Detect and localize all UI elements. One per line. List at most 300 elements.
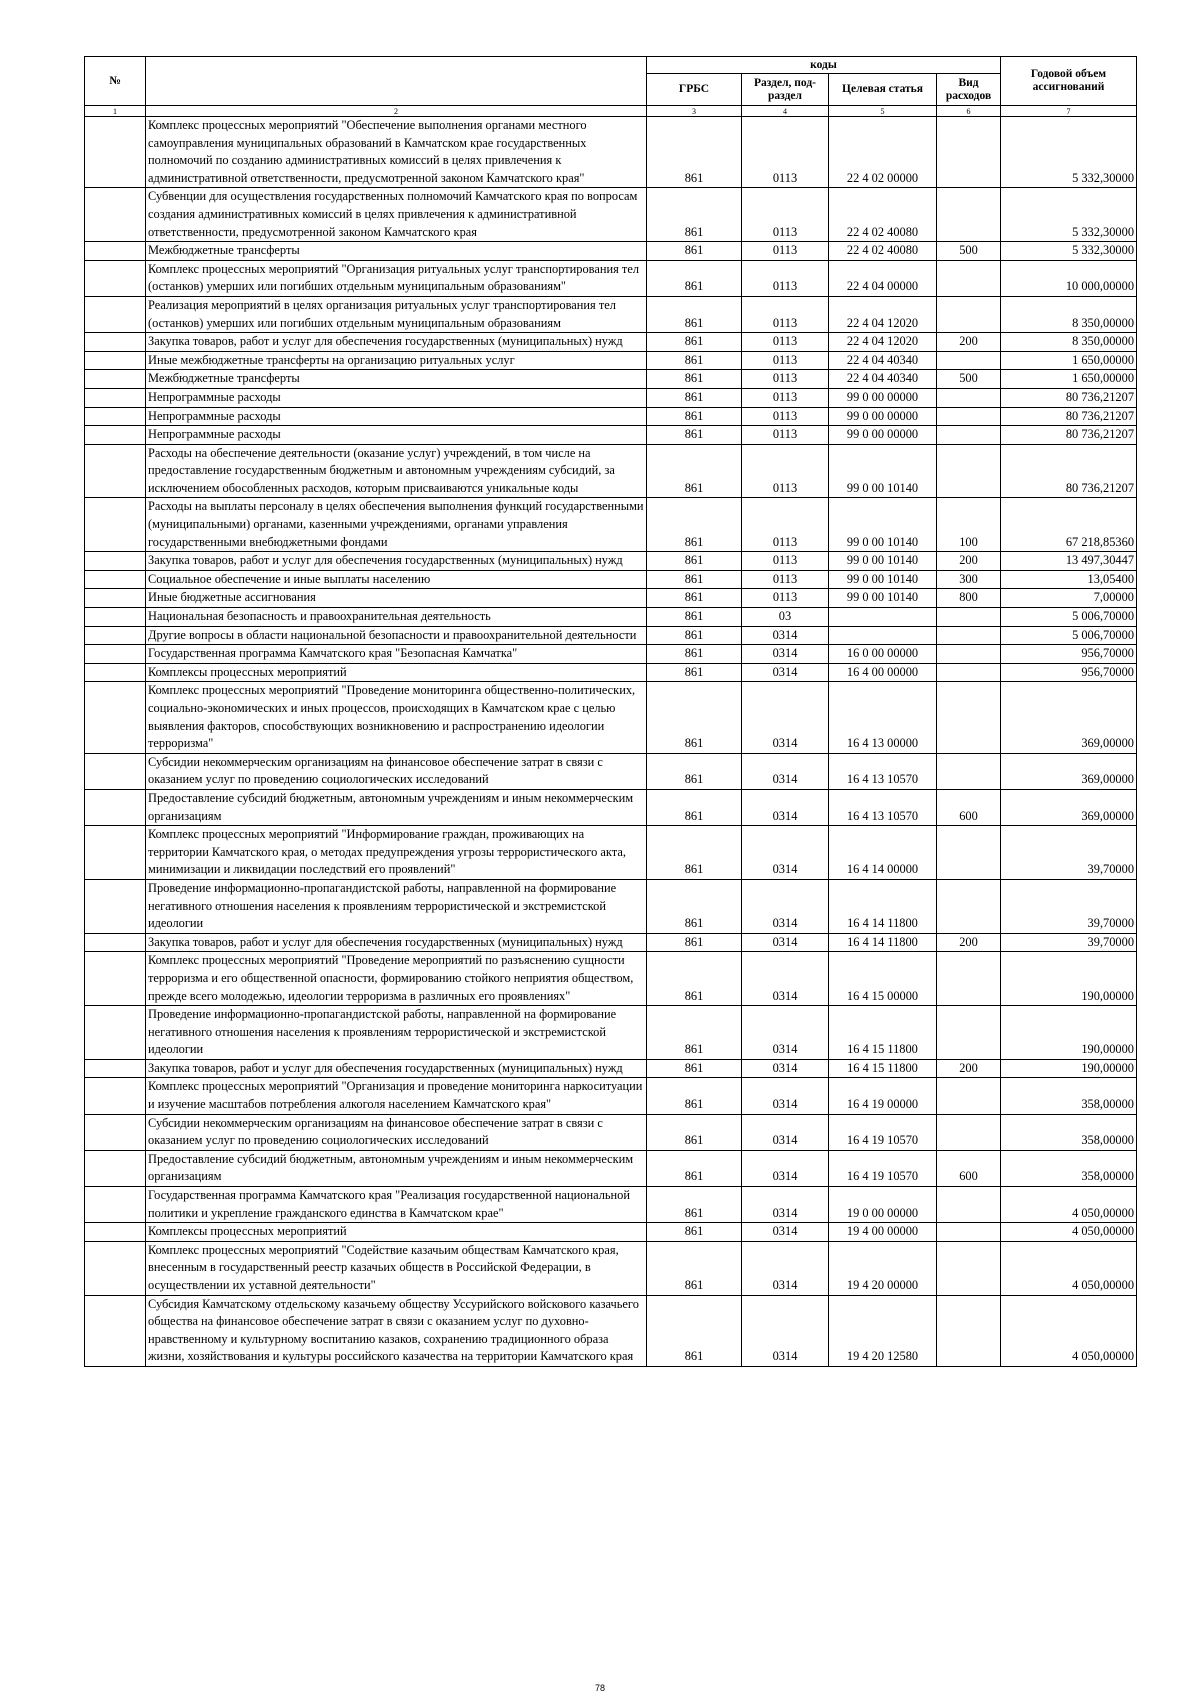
grbs-cell: 861 [647,370,742,389]
row-number-cell [85,570,146,589]
row-number-cell [85,1150,146,1186]
target-article-cell: 22 4 02 40080 [829,242,937,261]
target-article-cell: 99 0 00 10140 [829,552,937,571]
amount-cell: 358,00000 [1001,1150,1137,1186]
item-name-cell: Комплексы процессных мероприятий [146,1223,647,1242]
razdel-cell: 0113 [742,589,829,608]
col-number: 6 [937,106,1001,117]
grbs-cell: 861 [647,188,742,242]
amount-cell: 369,00000 [1001,789,1137,825]
razdel-cell: 0113 [742,370,829,389]
target-article-cell: 22 4 02 00000 [829,117,937,188]
row-number-cell [85,645,146,664]
grbs-cell: 861 [647,296,742,332]
table-row [85,117,1137,188]
item-name-cell: Закупка товаров, работ и услуг для обеспечения государственных (муниципальных) нужд [146,552,647,571]
amount-cell: 5 332,30000 [1001,188,1137,242]
expense-type-cell: 200 [937,552,1001,571]
row-number-cell [85,296,146,332]
item-name-cell: Межбюджетные трансферты [146,370,647,389]
amount-cell: 10 000,00000 [1001,260,1137,296]
header-grbs: ГРБС [647,74,742,106]
col-number: 7 [1001,106,1137,117]
amount-cell: 190,00000 [1001,1006,1137,1060]
razdel-cell: 0314 [742,663,829,682]
grbs-cell: 861 [647,426,742,445]
expense-type-cell [937,1078,1001,1114]
table-row [85,426,1137,445]
expense-type-cell [937,1114,1001,1150]
amount-cell: 369,00000 [1001,753,1137,789]
table-row [85,1150,1137,1186]
expense-type-cell [937,388,1001,407]
razdel-cell: 0113 [742,498,829,552]
table-row [85,753,1137,789]
razdel-cell: 0113 [742,333,829,352]
row-number-cell [85,1295,146,1366]
razdel-cell: 0314 [742,1078,829,1114]
expense-type-cell [937,117,1001,188]
item-name-cell: Субсидия Камчатскому отдельскому казачьему обществу Уссурийского войскового казачьего общества на финансовое обеспечение затрат в связи с оказанием услуг по духовно-нравственному и культурному воспитанию казаков, сохранению традиционного образа жизни, хозяйствования и культуры российского казачества на территории Камчатского края [146,1295,647,1366]
razdel-cell: 0314 [742,933,829,952]
table-row [85,608,1137,627]
amount-cell: 8 350,00000 [1001,333,1137,352]
table-row [85,626,1137,645]
razdel-cell: 0113 [742,296,829,332]
amount-cell: 4 050,00000 [1001,1241,1137,1295]
page-number: 78 [594,1683,605,1693]
table-row [85,952,1137,1006]
table-row [85,789,1137,825]
razdel-cell: 0314 [742,626,829,645]
item-name-cell: Комплекс процессных мероприятий "Информирование граждан, проживающих на территории Камчатского края, о методах предупреждения угрозы террористического акта, минимизации и ликвидации последствий его проявлений" [146,826,647,880]
grbs-cell: 861 [647,388,742,407]
grbs-cell: 861 [647,608,742,627]
row-number-cell [85,1006,146,1060]
target-article-cell: 99 0 00 10140 [829,498,937,552]
target-article-cell: 99 0 00 00000 [829,426,937,445]
header-codes: коды [647,57,1001,74]
expense-type-cell [937,682,1001,753]
grbs-cell: 861 [647,1006,742,1060]
table-row [85,188,1137,242]
razdel-cell: 0314 [742,682,829,753]
expense-type-cell: 100 [937,498,1001,552]
col-number: 2 [146,106,647,117]
table-row [85,388,1137,407]
row-number-cell [85,552,146,571]
item-name-cell: Комплекс процессных мероприятий "Организация ритуальных услуг транспортирования тел (останков) умерших или погибших отдельным муниципальным образованиям" [146,260,647,296]
col-number: 1 [85,106,146,117]
table-row [85,370,1137,389]
item-name-cell: Закупка товаров, работ и услуг для обеспечения государственных (муниципальных) нужд [146,333,647,352]
grbs-cell: 861 [647,682,742,753]
row-number-cell [85,1187,146,1223]
grbs-cell: 861 [647,333,742,352]
row-number-cell [85,626,146,645]
header-row-1 [85,57,1137,74]
expense-type-cell: 200 [937,1059,1001,1078]
grbs-cell: 861 [647,789,742,825]
target-article-cell: 19 4 00 00000 [829,1223,937,1242]
row-number-cell [85,1223,146,1242]
amount-cell: 358,00000 [1001,1078,1137,1114]
expense-type-cell: 200 [937,333,1001,352]
row-number-cell [85,663,146,682]
grbs-cell: 861 [647,552,742,571]
col-number: 3 [647,106,742,117]
row-number-cell [85,407,146,426]
item-name-cell: Национальная безопасность и правоохранительная деятельность [146,608,647,627]
table-row [85,570,1137,589]
target-article-cell: 16 4 14 11800 [829,933,937,952]
table-row [85,826,1137,880]
target-article-cell: 16 4 15 00000 [829,952,937,1006]
row-number-cell [85,498,146,552]
expense-type-cell [937,626,1001,645]
item-name-cell: Государственная программа Камчатского края "Безопасная Камчатка" [146,645,647,664]
expense-type-cell [937,952,1001,1006]
amount-cell: 5 332,30000 [1001,242,1137,261]
amount-cell: 1 650,00000 [1001,351,1137,370]
target-article-cell: 16 4 13 00000 [829,682,937,753]
table-row [85,1006,1137,1060]
header-no: № [85,57,146,106]
target-article-cell: 22 4 04 40340 [829,370,937,389]
expense-type-cell: 300 [937,570,1001,589]
razdel-cell: 0113 [742,552,829,571]
table-body [85,117,1137,1367]
amount-cell: 13 497,30447 [1001,552,1137,571]
expense-type-cell [937,444,1001,498]
expense-type-cell [937,608,1001,627]
item-name-cell: Расходы на обеспечение деятельности (оказание услуг) учреждений, в том числе на предоставление государственным бюджетным и автономным учреждениям субсидий, за исключением обособленных расходов, которым присваиваются уникальные коды [146,444,647,498]
amount-cell: 8 350,00000 [1001,296,1137,332]
amount-cell: 67 218,85360 [1001,498,1137,552]
amount-cell: 4 050,00000 [1001,1295,1137,1366]
row-number-cell [85,444,146,498]
table-row [85,663,1137,682]
row-number-cell [85,753,146,789]
row-number-cell [85,188,146,242]
amount-cell: 4 050,00000 [1001,1187,1137,1223]
target-article-cell: 22 4 04 12020 [829,296,937,332]
table-row [85,1114,1137,1150]
amount-cell: 190,00000 [1001,1059,1137,1078]
razdel-cell: 0314 [742,952,829,1006]
razdel-cell: 0314 [742,1114,829,1150]
row-number-cell [85,426,146,445]
item-name-cell: Предоставление субсидий бюджетным, автономным учреждениям и иным некоммерческим организациям [146,789,647,825]
header-sum: Годовой объем ассигнований [1001,57,1137,106]
item-name-cell: Социальное обеспечение и иные выплаты населению [146,570,647,589]
target-article-cell: 22 4 04 12020 [829,333,937,352]
item-name-cell: Закупка товаров, работ и услуг для обеспечения государственных (муниципальных) нужд [146,1059,647,1078]
row-number-cell [85,1059,146,1078]
target-article-cell [829,626,937,645]
grbs-cell: 861 [647,351,742,370]
target-article-cell: 99 0 00 10140 [829,589,937,608]
razdel-cell: 0314 [742,1295,829,1366]
razdel-cell: 0113 [742,426,829,445]
target-article-cell: 16 4 19 10570 [829,1150,937,1186]
expense-type-cell: 500 [937,370,1001,389]
item-name-cell: Расходы на выплаты персоналу в целях обеспечения выполнения функций государственными (муниципальными) органами, казенными учреждениями, органами управления государственными внебюджетными фондами [146,498,647,552]
amount-cell: 80 736,21207 [1001,444,1137,498]
target-article-cell: 19 4 20 12580 [829,1295,937,1366]
table-row [85,1223,1137,1242]
amount-cell: 7,00000 [1001,589,1137,608]
table-row [85,333,1137,352]
grbs-cell: 861 [647,242,742,261]
row-number-cell [85,388,146,407]
grbs-cell: 861 [647,1223,742,1242]
target-article-cell: 16 4 14 00000 [829,826,937,880]
razdel-cell: 03 [742,608,829,627]
amount-cell: 13,05400 [1001,570,1137,589]
row-number-cell [85,789,146,825]
amount-cell: 5 006,70000 [1001,608,1137,627]
razdel-cell: 0314 [742,645,829,664]
amount-cell: 956,70000 [1001,663,1137,682]
amount-cell: 190,00000 [1001,952,1137,1006]
grbs-cell: 861 [647,1241,742,1295]
col-number: 5 [829,106,937,117]
header-target: Целевая статья [829,74,937,106]
target-article-cell: 99 0 00 10140 [829,444,937,498]
table-row [85,1187,1137,1223]
item-name-cell: Субвенции для осуществления государственных полномочий Камчатского края по вопросам создания административных комиссий в целях привлечения к административной ответственности, предусмотренной законом Камчатского края [146,188,647,242]
header-name [146,57,647,106]
grbs-cell: 861 [647,933,742,952]
grbs-cell: 861 [647,498,742,552]
item-name-cell: Непрограммные расходы [146,426,647,445]
item-name-cell: Комплекс процессных мероприятий "Проведение мониторинга общественно-политических, социально-экономических и иных процессов, происходящих в Камчатском крае с целью выявления факторов, способствующих возникновению и распространению идеологии терроризма" [146,682,647,753]
grbs-cell: 861 [647,663,742,682]
table-row [85,260,1137,296]
item-name-cell: Непрограммные расходы [146,407,647,426]
expense-type-cell: 500 [937,242,1001,261]
item-name-cell: Иные бюджетные ассигнования [146,589,647,608]
item-name-cell: Комплекс процессных мероприятий "Организация и проведение мониторинга наркоситуации и изучение масштабов потребления алкоголя населением Камчатского края" [146,1078,647,1114]
amount-cell: 80 736,21207 [1001,407,1137,426]
razdel-cell: 0314 [742,1150,829,1186]
table-row [85,351,1137,370]
table-row [85,645,1137,664]
item-name-cell: Субсидии некоммерческим организациям на финансовое обеспечение затрат в связи с оказанием услуг по проведению социологических исследований [146,753,647,789]
expense-type-cell [937,1006,1001,1060]
expense-type-cell [937,1241,1001,1295]
row-number-cell [85,242,146,261]
table-row [85,444,1137,498]
razdel-cell: 0314 [742,826,829,880]
amount-cell: 5 006,70000 [1001,626,1137,645]
target-article-cell: 16 4 15 11800 [829,1059,937,1078]
row-number-cell [85,333,146,352]
table-row [85,933,1137,952]
grbs-cell: 861 [647,117,742,188]
target-article-cell: 16 4 19 00000 [829,1078,937,1114]
razdel-cell: 0314 [742,753,829,789]
expense-type-cell [937,1223,1001,1242]
expense-type-cell: 600 [937,789,1001,825]
item-name-cell: Предоставление субсидий бюджетным, автономным учреждениям и иным некоммерческим организациям [146,1150,647,1186]
amount-cell: 4 050,00000 [1001,1223,1137,1242]
amount-cell: 39,70000 [1001,826,1137,880]
item-name-cell: Комплекс процессных мероприятий "Проведение мероприятий по разъяснению сущности терроризма и его общественной опасности, формированию стойкого неприятия обществом, прежде всего молодежью, идеологии терроризма в различных его проявлениях" [146,952,647,1006]
expense-type-cell [937,1295,1001,1366]
grbs-cell: 861 [647,626,742,645]
expense-type-cell [937,260,1001,296]
row-number-cell [85,370,146,389]
budget-table-wrapper [84,56,1136,1367]
target-article-cell: 99 0 00 00000 [829,407,937,426]
row-number-cell [85,351,146,370]
razdel-cell: 0113 [742,242,829,261]
item-name-cell: Межбюджетные трансферты [146,242,647,261]
expense-type-cell [937,663,1001,682]
table-row [85,879,1137,933]
expense-type-cell: 200 [937,933,1001,952]
row-number-cell [85,260,146,296]
item-name-cell: Государственная программа Камчатского края "Реализация государственной национальной политики и укрепление гражданского единства в Камчатском крае" [146,1187,647,1223]
target-article-cell: 19 0 00 00000 [829,1187,937,1223]
table-row [85,498,1137,552]
razdel-cell: 0314 [742,1223,829,1242]
table-row [85,1059,1137,1078]
item-name-cell: Комплекс процессных мероприятий "Обеспечение выполнения органами местного самоуправления муниципальных образований в Камчатском крае государственных полномочий по созданию административных комиссий в целях привлечения к административной ответственности, предусмотренной законом Камчатского края" [146,117,647,188]
grbs-cell: 861 [647,1078,742,1114]
target-article-cell: 16 4 13 10570 [829,753,937,789]
amount-cell: 5 332,30000 [1001,117,1137,188]
amount-cell: 358,00000 [1001,1114,1137,1150]
target-article-cell: 16 4 15 11800 [829,1006,937,1060]
amount-cell: 80 736,21207 [1001,388,1137,407]
target-article-cell: 99 0 00 00000 [829,388,937,407]
table-row [85,1295,1137,1366]
expense-type-cell [937,1187,1001,1223]
grbs-cell: 861 [647,589,742,608]
grbs-cell: 861 [647,407,742,426]
amount-cell: 39,70000 [1001,933,1137,952]
table-row [85,682,1137,753]
row-number-cell [85,608,146,627]
grbs-cell: 861 [647,645,742,664]
row-number-cell [85,1114,146,1150]
row-number-cell [85,1078,146,1114]
grbs-cell: 861 [647,1295,742,1366]
row-number-cell [85,117,146,188]
budget-table [84,56,1137,1367]
row-number-cell [85,826,146,880]
razdel-cell: 0113 [742,260,829,296]
target-article-cell: 16 0 00 00000 [829,645,937,664]
grbs-cell: 861 [647,952,742,1006]
razdel-cell: 0113 [742,388,829,407]
table-row [85,552,1137,571]
row-number-cell [85,933,146,952]
table-row [85,1078,1137,1114]
table-row [85,296,1137,332]
razdel-cell: 0314 [742,1241,829,1295]
expense-type-cell [937,879,1001,933]
razdel-cell: 0314 [742,879,829,933]
grbs-cell: 861 [647,1114,742,1150]
target-article-cell: 22 4 04 40340 [829,351,937,370]
expense-type-cell [937,188,1001,242]
table-row [85,242,1137,261]
target-article-cell [829,608,937,627]
razdel-cell: 0314 [742,1059,829,1078]
item-name-cell: Комплексы процессных мероприятий [146,663,647,682]
item-name-cell: Иные межбюджетные трансферты на организацию ритуальных услуг [146,351,647,370]
amount-cell: 369,00000 [1001,682,1137,753]
item-name-cell: Субсидии некоммерческим организациям на финансовое обеспечение затрат в связи с оказанием услуг по проведению социологических исследований [146,1114,647,1150]
target-article-cell: 22 4 04 00000 [829,260,937,296]
expense-type-cell [937,645,1001,664]
row-number-cell [85,682,146,753]
grbs-cell: 861 [647,1187,742,1223]
amount-cell: 1 650,00000 [1001,370,1137,389]
amount-cell: 80 736,21207 [1001,426,1137,445]
item-name-cell: Закупка товаров, работ и услуг для обеспечения государственных (муниципальных) нужд [146,933,647,952]
amount-cell: 956,70000 [1001,645,1137,664]
row-number-cell [85,879,146,933]
razdel-cell: 0314 [742,1187,829,1223]
grbs-cell: 861 [647,879,742,933]
amount-cell: 39,70000 [1001,879,1137,933]
razdel-cell: 0113 [742,351,829,370]
item-name-cell: Проведение информационно-пропагандистской работы, направленной на формирование негативного отношения населения к проявлениям террористической и экстремистской идеологии [146,1006,647,1060]
expense-type-cell: 600 [937,1150,1001,1186]
table-row [85,1241,1137,1295]
item-name-cell: Другие вопросы в области национальной безопасности и правоохранительной деятельности [146,626,647,645]
target-article-cell: 99 0 00 10140 [829,570,937,589]
razdel-cell: 0314 [742,789,829,825]
grbs-cell: 861 [647,753,742,789]
column-number-row [85,106,1137,117]
header-razdel: Раздел, под-раздел [742,74,829,106]
target-article-cell: 16 4 14 11800 [829,879,937,933]
razdel-cell: 0113 [742,117,829,188]
razdel-cell: 0113 [742,188,829,242]
header-vid: Вид расходов [937,74,1001,106]
razdel-cell: 0113 [742,570,829,589]
razdel-cell: 0113 [742,444,829,498]
col-number: 4 [742,106,829,117]
expense-type-cell [937,296,1001,332]
item-name-cell: Реализация мероприятий в целях организация ритуальных услуг транспортирования тел (останков) умерших или погибших отдельным муниципальным образованиям [146,296,647,332]
expense-type-cell: 800 [937,589,1001,608]
item-name-cell: Комплекс процессных мероприятий "Содействие казачьим обществам Камчатского края, внесенным в государственный реестр казачьих обществ в Российской Федерации, в осуществлении их уставной деятельности" [146,1241,647,1295]
grbs-cell: 861 [647,1150,742,1186]
grbs-cell: 861 [647,826,742,880]
target-article-cell: 22 4 02 40080 [829,188,937,242]
expense-type-cell [937,351,1001,370]
item-name-cell: Проведение информационно-пропагандистской работы, направленной на формирование негативного отношения населения к проявлениям террористической и экстремистской идеологии [146,879,647,933]
target-article-cell: 19 4 20 00000 [829,1241,937,1295]
target-article-cell: 16 4 00 00000 [829,663,937,682]
grbs-cell: 861 [647,260,742,296]
expense-type-cell [937,407,1001,426]
row-number-cell [85,1241,146,1295]
target-article-cell: 16 4 13 10570 [829,789,937,825]
grbs-cell: 861 [647,570,742,589]
razdel-cell: 0314 [742,1006,829,1060]
grbs-cell: 861 [647,444,742,498]
razdel-cell: 0113 [742,407,829,426]
row-number-cell [85,589,146,608]
